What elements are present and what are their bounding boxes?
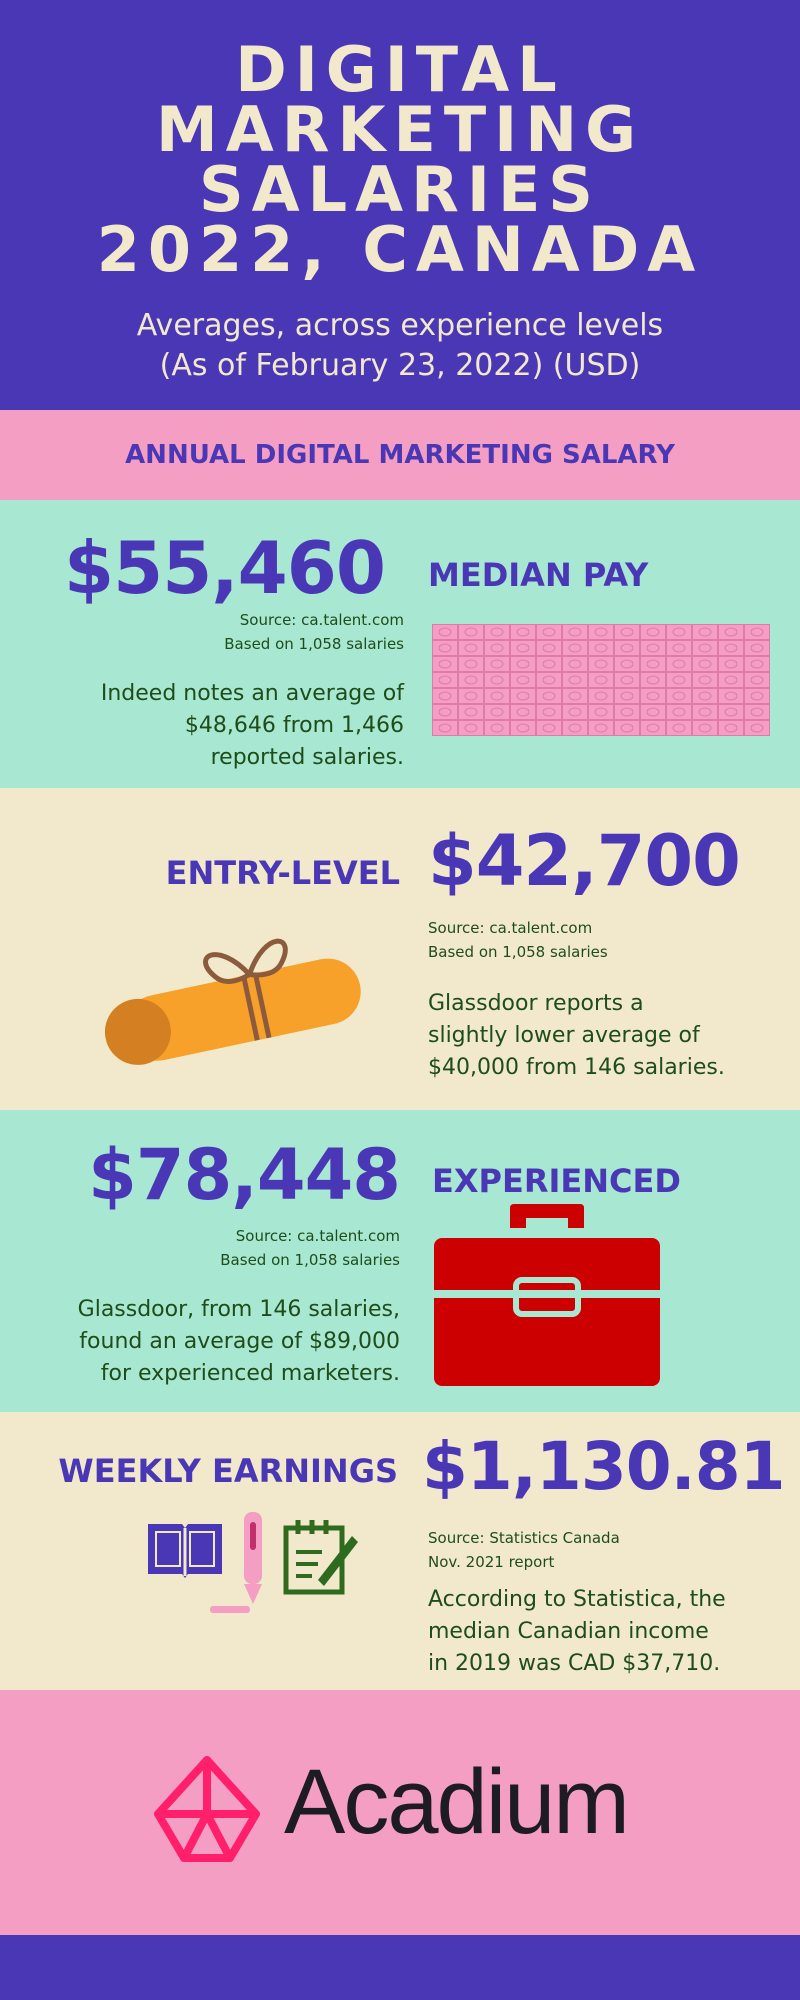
experienced-amount: $78,448 xyxy=(88,1134,400,1216)
bill xyxy=(667,657,692,672)
bill xyxy=(745,721,770,736)
experienced-source xyxy=(220,1224,400,1272)
bill xyxy=(433,641,458,656)
bill xyxy=(745,625,770,640)
bill xyxy=(745,689,770,704)
bill xyxy=(485,721,510,736)
median-amount: $55,460 xyxy=(64,526,385,610)
bill xyxy=(589,625,614,640)
weekly-source xyxy=(428,1526,620,1574)
note-line: median Canadian income xyxy=(428,1619,709,1644)
note-line: $48,646 from 1,466 xyxy=(184,713,404,738)
diploma-scroll-icon xyxy=(90,918,380,1068)
entry-note xyxy=(428,988,725,1084)
bill xyxy=(693,673,718,688)
bill xyxy=(537,641,562,656)
bill xyxy=(719,721,744,736)
note-line: found an average of $89,000 xyxy=(79,1329,400,1354)
experienced-note xyxy=(78,1294,400,1390)
header xyxy=(0,0,800,410)
bill xyxy=(641,641,666,656)
bill xyxy=(511,625,536,640)
entry-amount: $42,700 xyxy=(428,820,740,902)
source-line: Source: ca.talent.com xyxy=(235,1227,400,1245)
bill xyxy=(485,705,510,720)
title-line: MARKETING xyxy=(156,93,644,166)
bill xyxy=(485,689,510,704)
bill xyxy=(615,721,640,736)
bill xyxy=(511,673,536,688)
source-line: Based on 1,058 salaries xyxy=(220,1251,400,1269)
bill xyxy=(459,705,484,720)
bill xyxy=(641,689,666,704)
title-line: DIGITAL xyxy=(235,33,565,106)
bill xyxy=(589,705,614,720)
bill xyxy=(693,705,718,720)
bottom-strip xyxy=(0,1935,800,2000)
bill xyxy=(433,625,458,640)
bill xyxy=(563,705,588,720)
experienced-section xyxy=(0,1110,800,1412)
bill xyxy=(459,657,484,672)
bill xyxy=(641,673,666,688)
median-heading: MEDIAN PAY xyxy=(428,556,649,594)
money-stack-icon xyxy=(432,624,770,736)
bill xyxy=(615,673,640,688)
source-line: Source: Statistics Canada xyxy=(428,1529,620,1547)
bill xyxy=(563,625,588,640)
bill xyxy=(537,657,562,672)
bill xyxy=(719,705,744,720)
bill xyxy=(537,689,562,704)
subtitle xyxy=(0,306,800,386)
note-line: $40,000 from 146 salaries. xyxy=(428,1055,725,1080)
bill xyxy=(459,721,484,736)
bill xyxy=(719,641,744,656)
note-line: slightly lower average of xyxy=(428,1023,700,1048)
bill xyxy=(563,673,588,688)
bill xyxy=(485,641,510,656)
note-line: in 2019 was CAD $37,710. xyxy=(428,1651,721,1676)
weekly-heading: WEEKLY EARNINGS xyxy=(58,1452,398,1490)
page-title xyxy=(0,33,800,286)
median-pay-section xyxy=(0,500,800,788)
bill xyxy=(589,657,614,672)
bill xyxy=(641,625,666,640)
weekly-earnings-section xyxy=(0,1412,800,1690)
bill xyxy=(667,673,692,688)
bill xyxy=(589,673,614,688)
footer xyxy=(0,1690,800,1935)
entry-level-section xyxy=(0,788,800,1110)
pen-icon xyxy=(206,1508,270,1620)
acadium-logo-icon xyxy=(152,1754,262,1864)
bill xyxy=(433,721,458,736)
section-banner xyxy=(0,410,800,500)
bill xyxy=(667,625,692,640)
bill xyxy=(433,657,458,672)
bill xyxy=(693,641,718,656)
bill xyxy=(537,705,562,720)
bill xyxy=(511,657,536,672)
bill xyxy=(667,689,692,704)
bill xyxy=(615,689,640,704)
bill xyxy=(511,641,536,656)
bill xyxy=(537,625,562,640)
source-line: Nov. 2021 report xyxy=(428,1553,555,1571)
bill xyxy=(667,641,692,656)
bill xyxy=(693,721,718,736)
bill xyxy=(745,673,770,688)
banner-label: ANNUAL DIGITAL MARKETING SALARY xyxy=(125,440,675,470)
bill xyxy=(511,705,536,720)
bill xyxy=(589,721,614,736)
bill xyxy=(563,641,588,656)
bill xyxy=(433,673,458,688)
bill xyxy=(615,657,640,672)
bill xyxy=(589,641,614,656)
bill xyxy=(719,689,744,704)
note-line: Glassdoor, from 146 salaries, xyxy=(77,1297,400,1322)
source-line: Source: ca.talent.com xyxy=(239,611,404,629)
title-line: 2022, CANADA xyxy=(96,213,704,286)
bill xyxy=(641,705,666,720)
note-line: Indeed notes an average of xyxy=(100,681,404,706)
source-line: Source: ca.talent.com xyxy=(428,919,593,937)
bill xyxy=(433,705,458,720)
bill xyxy=(693,689,718,704)
bill xyxy=(485,657,510,672)
entry-heading: ENTRY-LEVEL xyxy=(165,854,400,892)
bill xyxy=(667,721,692,736)
note-line: reported salaries. xyxy=(210,745,404,770)
bill xyxy=(745,705,770,720)
experienced-heading: EXPERIENCED xyxy=(432,1162,681,1200)
median-source xyxy=(224,608,404,656)
bill xyxy=(719,657,744,672)
median-note xyxy=(101,678,404,774)
briefcase-icon xyxy=(432,1200,662,1390)
bill xyxy=(459,625,484,640)
title-line: SALARIES xyxy=(199,153,601,226)
bill xyxy=(745,657,770,672)
bill xyxy=(693,657,718,672)
weekly-amount: $1,130.81 xyxy=(422,1428,785,1505)
note-line: Glassdoor reports a xyxy=(428,991,644,1016)
note-line: for experienced marketers. xyxy=(100,1361,400,1386)
subtitle-line: (As of February 23, 2022) (USD) xyxy=(159,348,641,383)
bill xyxy=(745,641,770,656)
bill xyxy=(459,689,484,704)
entry-source xyxy=(428,916,608,964)
bill xyxy=(563,721,588,736)
bill xyxy=(589,689,614,704)
bill xyxy=(485,625,510,640)
notepad-icon xyxy=(282,1516,362,1598)
note-line: According to Statistica, the xyxy=(428,1587,726,1612)
bill xyxy=(459,673,484,688)
source-line: Based on 1,058 salaries xyxy=(224,635,404,653)
bill xyxy=(459,641,484,656)
bill xyxy=(511,689,536,704)
bill xyxy=(719,625,744,640)
weekly-note xyxy=(428,1584,726,1680)
bill xyxy=(537,721,562,736)
bill xyxy=(615,705,640,720)
bill xyxy=(433,689,458,704)
subtitle-line: Averages, across experience levels xyxy=(136,308,664,343)
bill xyxy=(563,689,588,704)
bill xyxy=(719,673,744,688)
bill xyxy=(615,625,640,640)
bill xyxy=(693,625,718,640)
bill xyxy=(485,673,510,688)
bill xyxy=(641,721,666,736)
bill xyxy=(537,673,562,688)
source-line: Based on 1,058 salaries xyxy=(428,943,608,961)
bill xyxy=(615,641,640,656)
brand-name: Acadium xyxy=(284,1751,628,1853)
bill xyxy=(641,657,666,672)
bill xyxy=(511,721,536,736)
bill xyxy=(667,705,692,720)
bill xyxy=(563,657,588,672)
